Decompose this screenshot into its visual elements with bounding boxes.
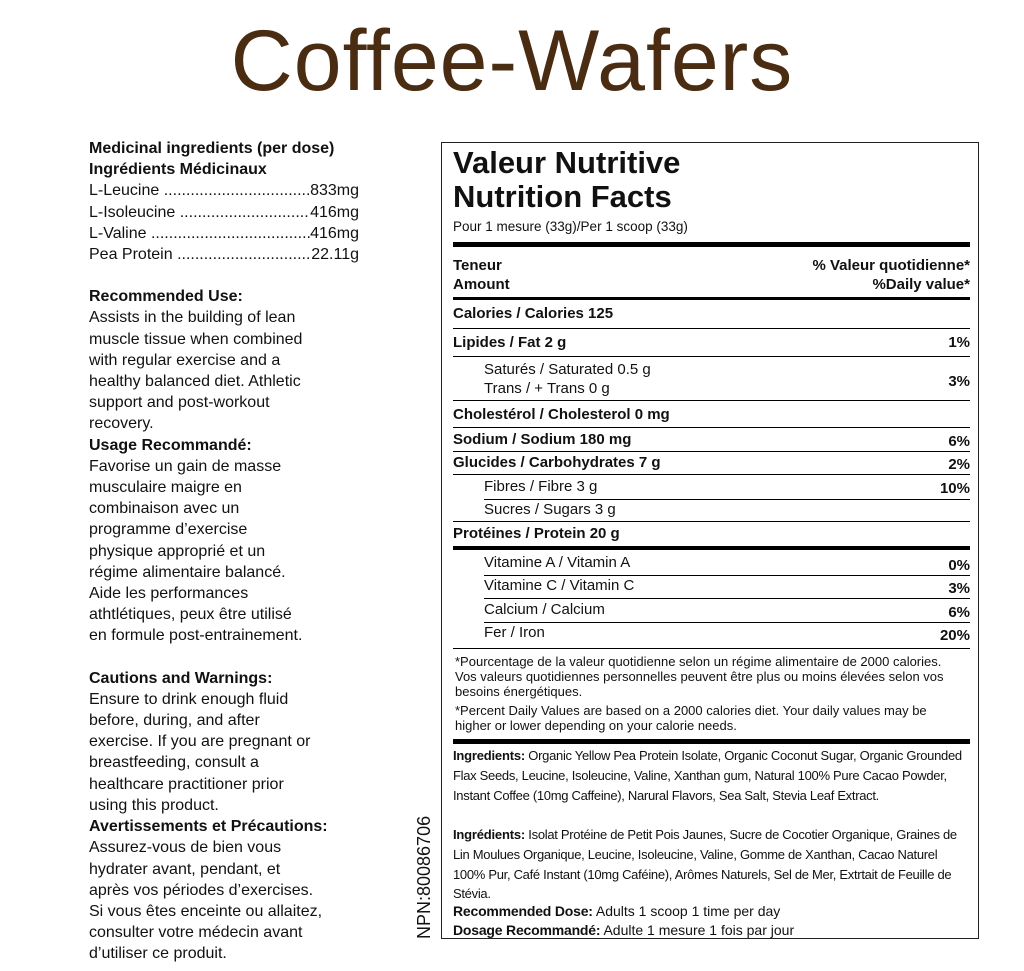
text-line: d’utiliser ce produit. [89,945,227,963]
sugars-row: Sucres / Sugars 3 g [484,501,616,518]
text-line: athtlétiques, peux être utilisé [89,606,292,624]
divider [453,242,970,247]
text-line: Aide les performances [89,585,249,603]
medicinal-heading-en: Medicinal ingredients (per dose) [89,140,335,157]
recommended-dose: Recommended Dose: Adults 1 scoop 1 time per day [453,903,781,919]
text-line: before, during, and after [89,712,260,730]
product-title: Coffee-Wafers [230,13,794,109]
npn-number: NPN:80086706 [414,815,434,939]
text-line: muscle tissue when combined [89,330,303,348]
vitamin-row: Fer / Iron 20% [484,624,970,644]
fat-row: Lipides / Fat 2 g 1% [453,334,970,351]
text-line: support and post-workout [89,394,270,412]
text-line: Assists in the building of lean [89,309,296,327]
text-line: consulter votre médecin avant [89,924,303,942]
usage-recommande-heading: Usage Recommandé: [89,436,252,454]
footnote-en: *Percent Daily Values are based on a 2000 calories diet. Your daily values may be higher or lower depending on your calorie needs. [455,703,927,733]
recommended-use-heading: Recommended Use: [89,288,243,306]
text-line: recovery. [89,415,154,433]
left-info-column [89,138,359,965]
text-line: physique approprié et un [89,542,266,560]
carbohydrates-row: Glucides / Carbohydrates 7 g 2% [453,454,970,473]
saturated-trans-row: Saturés / Saturated 0.5 g Trans / + Trans 0 g 3% [484,361,970,397]
text-line: Si vous êtes enceinte ou allaitez, [89,902,323,920]
text-line: hydrater avant, pendant, et [89,860,281,878]
medicinal-ingredient: Pea Protein ..... 22.11g [89,244,359,265]
text-line: programme d’exercise [89,521,248,539]
medicinal-heading-fr: Ingrédients Médicinaux [89,161,267,179]
text-line: Ensure to drink enough fluid [89,690,289,708]
fibre-row: Fibres / Fibre 3 g 10% [484,478,970,497]
text-line: combinaison avec un [89,500,240,518]
cautions-text [89,689,359,816]
text-line: régime alimentaire balancé. [89,563,286,581]
nutrition-title-en: Nutrition Facts [453,179,672,214]
vitamin-row: Vitamine C / Vitamin C 3% [484,577,970,597]
text-line: exercise. If you are pregnant or [89,733,311,751]
text-line: using this product. [89,796,219,814]
text-line: healthy balanced diet. Athletic [89,373,301,391]
cautions-heading: Cautions and Warnings: [89,669,273,687]
recommended-use-text [89,307,359,434]
footnote-fr: *Pourcentage de la valeur quotidienne selon un régime alimentaire de 2000 calories. Vos valeurs quotidiennes personnelles peuvent être plus ou moins élevées selon vos besoins énergétiques. [455,654,944,699]
usage-recommande-text [89,456,359,647]
text-line: après vos périodes d’exercises. [89,881,314,899]
avertissements-text [89,837,359,964]
text-line: en formule post-entrainement. [89,627,303,645]
calories-row: Calories / Calories 125 [453,305,614,322]
vitamin-row: Vitamine A / Vitamin A 0% [484,554,970,574]
vitamin-row: Calcium / Calcium 6% [484,601,970,621]
protein-row: Protéines / Protein 20 g [453,525,620,542]
text-line: Assurez-vous de bien vous [89,839,282,857]
dosage-recommande: Dosage Recommandé: Adulte 1 mesure 1 fois par jour [453,922,795,938]
cholesterol-row: Cholestérol / Cholesterol 0 mg [453,406,670,423]
text-line: musculaire maigre en [89,479,242,497]
avertissements-heading: Avertissements et Précautions: [89,818,328,836]
sodium-row: Sodium / Sodium 180 mg 6% [453,431,970,450]
divider [453,297,970,300]
medicinal-ingredient: L-Leucine ..... 833mg [89,180,359,201]
nutrition-title [453,146,680,214]
text-line: with regular exercise and a [89,351,281,369]
ingredients-fr: Ingrédients: Isolat Protéine de Petit Pois Jaunes, Sucre de Cocotier Organique, Graines de Lin Moulues Organique, Leucine, Isoleucine, Valine, Gomme de Xanthan, Cacao Naturel 100% Pur, Café Instant (10mg Caféine), Arômes Naturels, Sel de Mer, Extrtait de Feuille de Stévia. [453,827,957,902]
ingredients-en: Ingredients: Organic Yellow Pea Protein Isolate, Organic Coconut Sugar, Organic Grounded Flax Seeds, Leucine, Isoleucine, Valine, Xanthan gum, Natural 100% Pure Cacao Powder, Instant Coffee (10mg Caffeine), Narural Flavors, Sea Salt, Stevia Leaf Extract. [453,748,962,803]
nutrition-facts-panel: Valeur Nutritive Nutrition Facts Pour 1 mesure (33g)/Per 1 scoop (33g) Teneur Amount % Valeur quotidienne* %Daily value* Calories / Calories 125 Lipides / Fat 2 g 1% Saturés / Saturated 0.5 g Trans / + Trans 0 g 3% Cholestérol / Cholesterol 0 mg Sodium / Sodium 180 mg 6% Glucides / Carbohydrates 7 g 2% Fibres / Fibre 3 g 10% Sucres / Sugars 3 g Protéines / Protein 20 g Vitamine A / Vitamin A 0% Vitamine C / Vitamin C 3% Calcium / Calcium 6% Fer / Iron 20% *Pourcentage de la valeur quotidienne selon un régime alimentaire de 2000 calories. Vos valeurs quotidiennes personnelles peuvent être plus ou moins élevées selon vos besoins énergétiques. *Percent Daily Values are based on a 2000 calories diet. Your daily values may be higher or lower depending on your calorie needs. Ingredients: Organic Yellow Pea Protein Isolate, Organic Coconut Sugar, Organic Grounded Flax Seeds, Leucine, Isoleucine, Valine, Xanthan gum, Natural 100% Pure Cacao Powder, Instant Coffee (10mg Caffeine), Narural Flavors, Sea Salt, Stevia Leaf Extract. Ingrédients: Isolat Protéine de Petit Pois Jaunes, Sucre de Cocotier Organique, Graines de Lin Moulues Organique, Leucine, Isoleucine, Valine, Gomme de Xanthan, Cacao Naturel 100% Pur, Café Instant (10mg Caféine), Arômes Naturels, Sel de Mer, Extrtait de Feuille de Stévia. Recommended Dose: Adults 1 scoop 1 time per day Dosage Recommandé: Adulte 1 mesure 1 fois par jour [441,142,979,939]
nutrition-title-fr: Valeur Nutritive [453,145,681,180]
medicinal-ingredient: L-Valine ..... 416mg [89,223,359,244]
medicinal-ingredient-list [89,180,359,265]
text-line: breastfeeding, consult a [89,754,259,772]
text-line: healthcare practitioner prior [89,775,284,793]
serving-size: Pour 1 mesure (33g)/Per 1 scoop (33g) [453,219,688,234]
text-line: Favorise un gain de masse [89,457,282,475]
medicinal-ingredient: L-Isoleucine ..... 416mg [89,202,359,223]
